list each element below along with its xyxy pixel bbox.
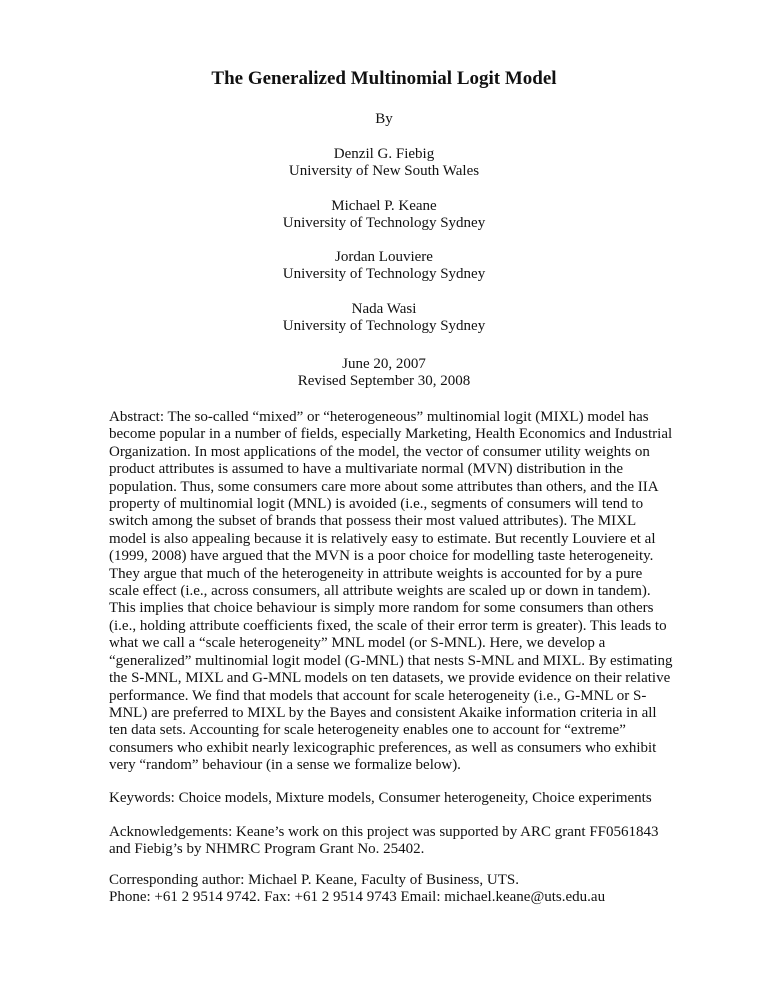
abstract — [109, 409, 689, 775]
original-date: June 20, 2007 — [342, 356, 426, 372]
acknowledgements-line: Acknowledgements: Keane’s work on this project was supported by ARC grant FF0561843 — [109, 824, 659, 840]
abstract-line: consumers who exhibit nearly lexicographic preferences, as well as consumers who exhibit — [109, 739, 657, 756]
author-name: Nada Wasi — [351, 301, 417, 317]
author-affiliation: University of Technology Sydney — [282, 215, 486, 232]
abstract-line: scale effect (i.e., across consumers, all attribute weights are scaled up or down in tandem). — [109, 583, 651, 600]
author-name: Jordan Louviere — [335, 249, 433, 265]
abstract-line: Organization. In most applications of the model, the vector of consumer utility weights on — [109, 443, 650, 460]
author-block — [0, 146, 768, 181]
abstract-line: switch among the subset of brands that possess their most valued attributes). The MIXL — [109, 513, 637, 530]
paper-title: The Generalized Multinomial Logit Model — [211, 68, 557, 89]
abstract-line: property of multinomial logit (MNL) is avoided (i.e., segments of consumers will tend to — [109, 496, 644, 513]
abstract-line: Abstract: The so-called “mixed” or “heterogeneous” multinomial logit (MIXL) model has — [109, 409, 649, 425]
author-affiliation: University of Technology Sydney — [282, 318, 486, 335]
author-affiliation: University of New South Wales — [288, 163, 480, 180]
by-label: By — [375, 111, 393, 127]
abstract-line: ten data sets. Accounting for scale heterogeneity enables one to account for “extreme” — [109, 722, 626, 739]
abstract-line: population. Thus, some consumers care more about some attributes than others, and the IIA — [109, 478, 659, 495]
abstract-line: This implies that choice behaviour is simply more random for some consumers than others — [109, 600, 654, 617]
author-block — [0, 198, 768, 233]
corresponding-author — [109, 872, 689, 907]
abstract-line: model is also appealing because it is relatively easy to estimate. But recently Louviere et al — [109, 530, 656, 547]
acknowledgements — [109, 824, 689, 859]
acknowledgements-line: and Fiebig’s by NHMRC Program Grant No. 25402. — [109, 841, 425, 858]
abstract-line: (1999, 2008) have argued that the MVN is a poor choice for modelling taste heterogeneity. — [109, 548, 654, 565]
abstract-line: “generalized” multinomial logit model (G-MNL) that nests S-MNL and MIXL. By estimating — [109, 652, 673, 669]
keywords: Keywords: Choice models, Mixture models, Consumer heterogeneity, Choice experiments — [109, 790, 652, 806]
abstract-line: product attributes is assumed to have a multivariate normal (MVN) distribution in the — [109, 461, 624, 478]
abstract-line: MNL) are preferred to MIXL by the Bayes and consistent Akaike information criteria in all — [109, 704, 657, 721]
contact-line: Phone: +61 2 9514 9742. Fax: +61 2 9514 9743 Email: michael.keane@uts.edu.au — [109, 889, 606, 906]
abstract-line: (i.e., holding attribute coefficients fixed, the scale of their error term is greater). This leads to — [109, 617, 667, 634]
author-name: Denzil G. Fiebig — [333, 146, 435, 162]
author-block — [0, 301, 768, 336]
abstract-line: performance. We find that models that account for scale heterogeneity (i.e., G-MNL or S- — [109, 687, 647, 704]
author-affiliation: University of Technology Sydney — [282, 266, 486, 283]
abstract-line: what we call a “scale heterogeneity” MNL model (or S-MNL). Here, we develop a — [109, 635, 606, 652]
corresponding-line: Corresponding author: Michael P. Keane, Faculty of Business, UTS. — [109, 872, 519, 888]
abstract-line: the S-MNL, MIXL and G-MNL models on ten datasets, we provide evidence on their relative — [109, 670, 671, 687]
abstract-line: They argue that much of the heterogeneity in attribute weights is accounted for by a pure — [109, 565, 643, 582]
author-block — [0, 249, 768, 284]
dates — [0, 356, 768, 391]
author-name: Michael P. Keane — [331, 198, 437, 214]
revised-date: Revised September 30, 2008 — [297, 373, 471, 390]
abstract-line: very “random” behaviour (in a sense we formalize below). — [109, 757, 461, 774]
abstract-line: become popular in a number of fields, especially Marketing, Health Economics and Industrial — [109, 426, 673, 443]
